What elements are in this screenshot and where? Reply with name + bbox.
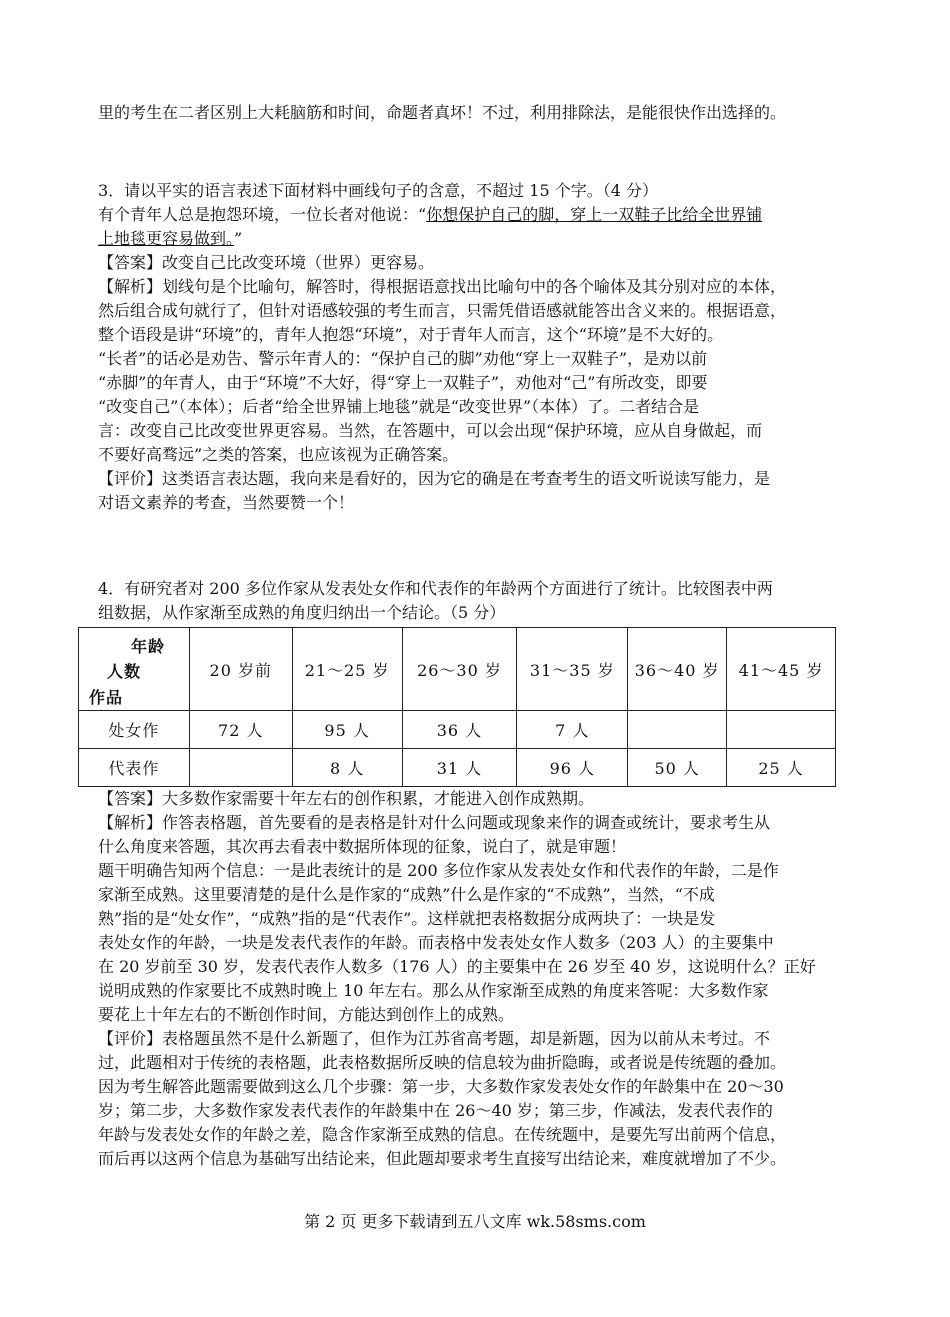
column-header: 26～30 岁 — [402, 628, 517, 711]
q3-analysis-line: 整个语段是讲“环境”的，青年人抱怨“环境”，对于青年人而言，这个“环境”是不大好的。 — [98, 325, 724, 344]
q3-section — [98, 179, 858, 515]
column-header: 36～40 岁 — [628, 628, 727, 711]
corner-label-count: 人数 — [107, 662, 142, 681]
q3-material-line-1 — [98, 203, 858, 227]
q4-analysis-line: 题干明确告知两个信息：一是此表统计的是 200 多位作家从发表处女作和代表作的年龄，二是作 — [98, 861, 779, 880]
table-cell: 36 人 — [402, 711, 517, 749]
q4-comment-line: 【评价】表格题虽然不是什么新题了，但作为江苏省高考题，却是新题，因为以前从未考过。不 — [98, 1029, 771, 1048]
q4-analysis-line: 说明成熟的作家要比不成熟时晚上 10 年左右。那么从作家渐至成熟的角度来答呢：大多数作家 — [98, 981, 769, 1000]
table-cell: 7 人 — [517, 711, 628, 749]
column-header: 21～25 岁 — [292, 628, 402, 711]
table-corner-cell — [79, 628, 190, 711]
q4-question-line: 组数据，从作家渐至成熟的角度归纳出一个结论。（5 分） — [98, 603, 506, 622]
q4-comment-line: 因为考生解答此题需要做到这么几个步骤：第一步，大多数作家发表处女作的年龄集中在 20～30 — [98, 1077, 784, 1096]
corner-label-works: 作品 — [89, 688, 124, 707]
q3-material-line-2 — [98, 227, 858, 251]
q3-material-prefix: 有个青年人总是抱怨环境，一位长者对他说：“ — [98, 205, 427, 224]
column-header: 41～45 岁 — [727, 628, 836, 711]
q4-analysis-line: 要花上十年左右的不断创作时间，方能达到创作上的成熟。 — [98, 1005, 515, 1024]
q4-analysis-line: 熟”指的是“处女作”，“成熟”指的是“代表作”。这样就把表格数据分成两块了：一块是发 — [98, 909, 716, 928]
q4-comment-line: 岁；第二步，大多数作家发表代表作的年龄集中在 26～40 岁；第三步，作减法，发表代表作的 — [98, 1101, 773, 1120]
column-header: 20 岁前 — [189, 628, 292, 711]
q3-analysis-line: “长者”的话必是劝告、警示年青人的：“保护自己的脚”劝他“穿上一双鞋子”，是劝以前 — [98, 349, 708, 368]
corner-label-age: 年龄 — [131, 637, 166, 656]
q3-analysis-line: “改变自己”（本体）；后者“给全世界铺上地毯”就是“改变世界”（本体）了。二者结合是 — [98, 397, 700, 416]
table-cell: 31 人 — [402, 749, 517, 787]
q3-comment-line: 【评价】这类语言表达题，我向来是看好的，因为它的确是在考查考生的语文听说读写能力，是 — [98, 469, 771, 488]
table-cell: 8 人 — [292, 749, 402, 787]
table-cell: 95 人 — [292, 711, 402, 749]
q4-analysis-line: 什么角度来答题，其次再去看表中数据所体现的征象，说白了，就是审题！ — [98, 837, 627, 856]
q4-question-line: 4．有研究者对 200 多位作家从发表处女作和代表作的年龄两个方面进行了统计。比较图表中两 — [98, 579, 773, 598]
q4-section — [98, 787, 858, 1171]
table-cell — [628, 711, 727, 749]
q3-analysis-line: 言：改变自己比改变世界更容易。当然，在答题中，可以会出现“保护环境，应从自身做起，而 — [98, 421, 763, 440]
q4-answer: 【答案】大多数作家需要十年左右的创作积累，才能进入创作成熟期。 — [98, 789, 595, 808]
q3-underlined-sentence-1: 你想保护自己的脚，穿上一双鞋子比给全世界铺 — [426, 205, 763, 224]
table-header-row — [79, 628, 836, 711]
q3-analysis-line: 【解析】划线句是个比喻句，解答时，得根据语意找出比喻句中的各个喻体及其分别对应的本体， — [98, 277, 787, 296]
table-cell: 25 人 — [727, 749, 836, 787]
table-cell: 50 人 — [628, 749, 727, 787]
q3-question: 3．请以平实的语言表述下面材料中画线句子的含意，不超过 15 个字。（4 分） — [98, 181, 658, 200]
column-header: 31～35 岁 — [517, 628, 628, 711]
q3-answer: 【答案】改变自己比改变环境（世界）更容易。 — [98, 253, 435, 272]
q3-analysis-line: 不要好高骛远”之类的答案，也应该视为正确答案。 — [98, 445, 459, 464]
q4-comment-line: 而后再以这两个信息为基础写出结论来，但此题却要求考生直接写出结论来，难度就增加了不少。 — [98, 1149, 787, 1168]
table-cell — [189, 749, 292, 787]
q4-analysis-line: 家渐至成熟。这里要清楚的是什么是作家的“成熟”什么是作家的“不成熟”，当然，“不成 — [98, 885, 715, 904]
q4-analysis-line: 在 20 岁前至 30 岁，发表代表作人数多（176 人）的主要集中在 26 岁至 40 岁，这说明什么？正好 — [98, 957, 816, 976]
table-cell: 72 人 — [189, 711, 292, 749]
intro-paragraph — [98, 101, 858, 125]
q4-question — [98, 577, 858, 625]
intro-line: 里的考生在二者区别上大耗脑筋和时间，命题者真坏！不过，利用排除法，是能很快作出选择的。 — [98, 103, 787, 122]
q3-comment-line: 对语文素养的考查，当然要赞一个！ — [98, 493, 355, 512]
table-cell — [727, 711, 836, 749]
q4-analysis-line: 表处女作的年龄，一块是发表代表作的年龄。而表格中发表处女作人数多（203 人）的主要集中 — [98, 933, 774, 952]
q3-underlined-sentence-2: 上地毯更容易做到。 — [98, 229, 235, 248]
q3-analysis-line: 然后组合成句就行了，但针对语感较强的考生而言，只需凭借语感就能答出含义来的。根据语意， — [98, 301, 787, 320]
age-statistics-table — [78, 627, 836, 787]
q4-analysis-line: 【解析】作答表格题，首先要看的是表格是针对什么问题或现象来作的调查或统计，要求考生从 — [98, 813, 771, 832]
table-row — [79, 711, 836, 749]
table-row — [79, 749, 836, 787]
page-footer: 第 2 页 更多下载请到五八文库 wk.58sms.com — [304, 1212, 646, 1231]
row-label: 处女作 — [79, 711, 190, 749]
q3-analysis-line: “赤脚”的年青人，由于“环境”不大好，得“穿上一双鞋子”，劝他对“己”有所改变，即要 — [98, 373, 708, 392]
q4-comment-line: 过，此题相对于传统的表格题，此表格数据所反映的信息较为曲折隐晦，或者说是传统题的叠加。 — [98, 1053, 787, 1072]
q3-material-suffix: ” — [234, 229, 243, 248]
row-label: 代表作 — [79, 749, 190, 787]
q4-comment-line: 年龄与发表处女作的年龄之差，隐含作家渐至成熟的信息。在传统题中，是要先写出前两个信息， — [98, 1125, 787, 1144]
table-cell: 96 人 — [517, 749, 628, 787]
